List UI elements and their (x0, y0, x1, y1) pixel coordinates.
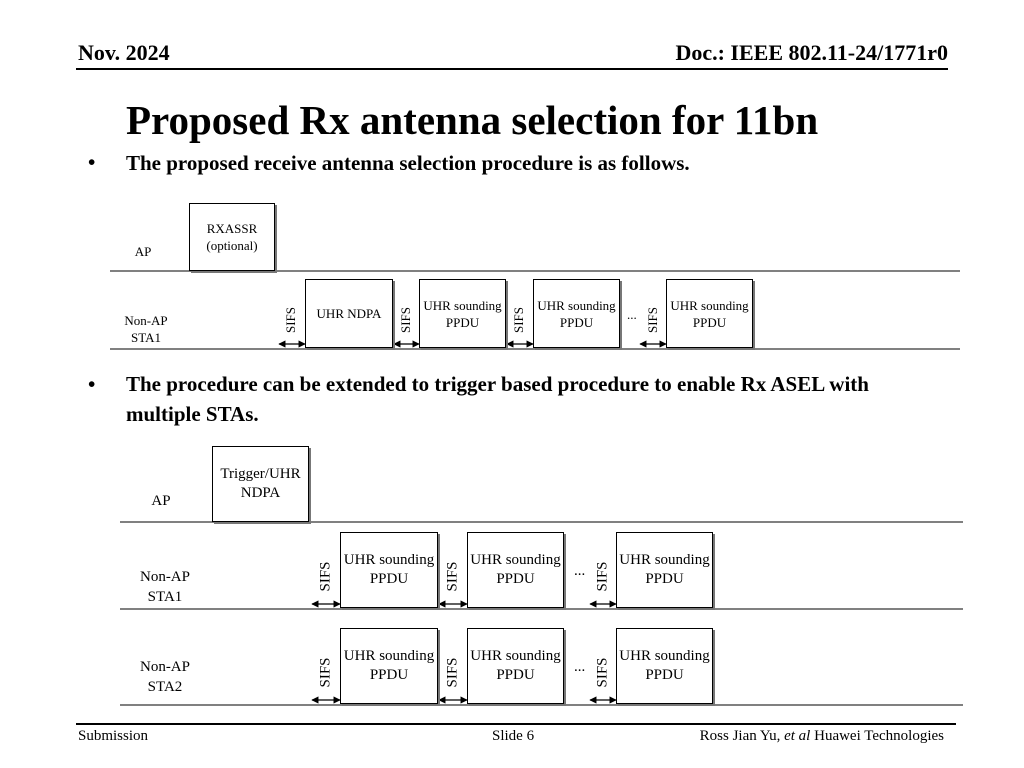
ap-label: AP (151, 493, 171, 509)
uhr-sounding-ppdu-frame: UHR sounding PPDU (419, 279, 506, 348)
rxassr-frame: RXASSR (optional) (189, 203, 275, 271)
sifs-label: SIFS (283, 306, 298, 334)
uhr-sounding-ppdu-frame: UHR sounding PPDU (616, 628, 713, 704)
sifs-label: SIFS (511, 306, 526, 334)
footer-author (700, 728, 944, 745)
footer-author-name: Ross Jian Yu, (699, 728, 785, 744)
sta2-label: Non-AP STA2 (139, 659, 190, 695)
slide-title: Proposed Rx antenna selection for 11bn (126, 97, 819, 143)
sifs-label: SIFS (594, 561, 611, 592)
bullet-marker: • (88, 372, 96, 396)
uhr-sounding-ppdu-frame: UHR sounding PPDU (467, 532, 564, 608)
uhr-sounding-ppdu-frame: UHR sounding PPDU (340, 532, 438, 608)
uhr-sounding-ppdu-frame: UHR sounding PPDU (467, 628, 564, 704)
sifs-label: SIFS (317, 561, 334, 592)
sifs-label: SIFS (444, 561, 461, 592)
sta1-label: Non-AP STA1 (124, 313, 168, 345)
trigger-ndpa-frame: Trigger/UHR NDPA (212, 446, 309, 522)
sifs-label: SIFS (317, 657, 334, 688)
sifs-label: SIFS (444, 657, 461, 688)
uhr-ndpa-frame: UHR NDPA (305, 279, 393, 348)
bullet-text-2: The procedure can be extended to trigger based procedure to enable Rx ASEL with multiple STAs. (126, 372, 869, 426)
bullet-text-1: The proposed receive antenna selection procedure is as follows. (126, 151, 690, 175)
footer-submission: Submission (78, 728, 149, 744)
uhr-sounding-ppdu-frame: UHR sounding PPDU (616, 532, 713, 608)
footer-slide-number: Slide 6 (492, 728, 535, 744)
uhr-sounding-ppdu-frame: UHR sounding PPDU (666, 279, 753, 348)
ellipsis: ... (627, 307, 637, 322)
uhr-sounding-ppdu-frame: UHR sounding PPDU (340, 628, 438, 704)
header-doc-id: Doc.: IEEE 802.11-24/1771r0 (675, 40, 948, 65)
sta1-label: Non-AP STA1 (139, 569, 190, 605)
ellipsis: ... (574, 659, 586, 675)
header-date: Nov. 2024 (78, 40, 170, 65)
ap-label: AP (134, 244, 152, 259)
footer-rule (76, 723, 956, 725)
ellipsis: ... (574, 563, 586, 579)
footer-organization: Huawei Technologies (810, 728, 944, 744)
footer-etal: et al (784, 728, 811, 744)
sifs-label: SIFS (594, 657, 611, 688)
sifs-label: SIFS (398, 306, 413, 334)
uhr-sounding-ppdu-frame: UHR sounding PPDU (533, 279, 620, 348)
bullet-marker: • (88, 150, 96, 174)
sifs-label: SIFS (645, 306, 660, 334)
